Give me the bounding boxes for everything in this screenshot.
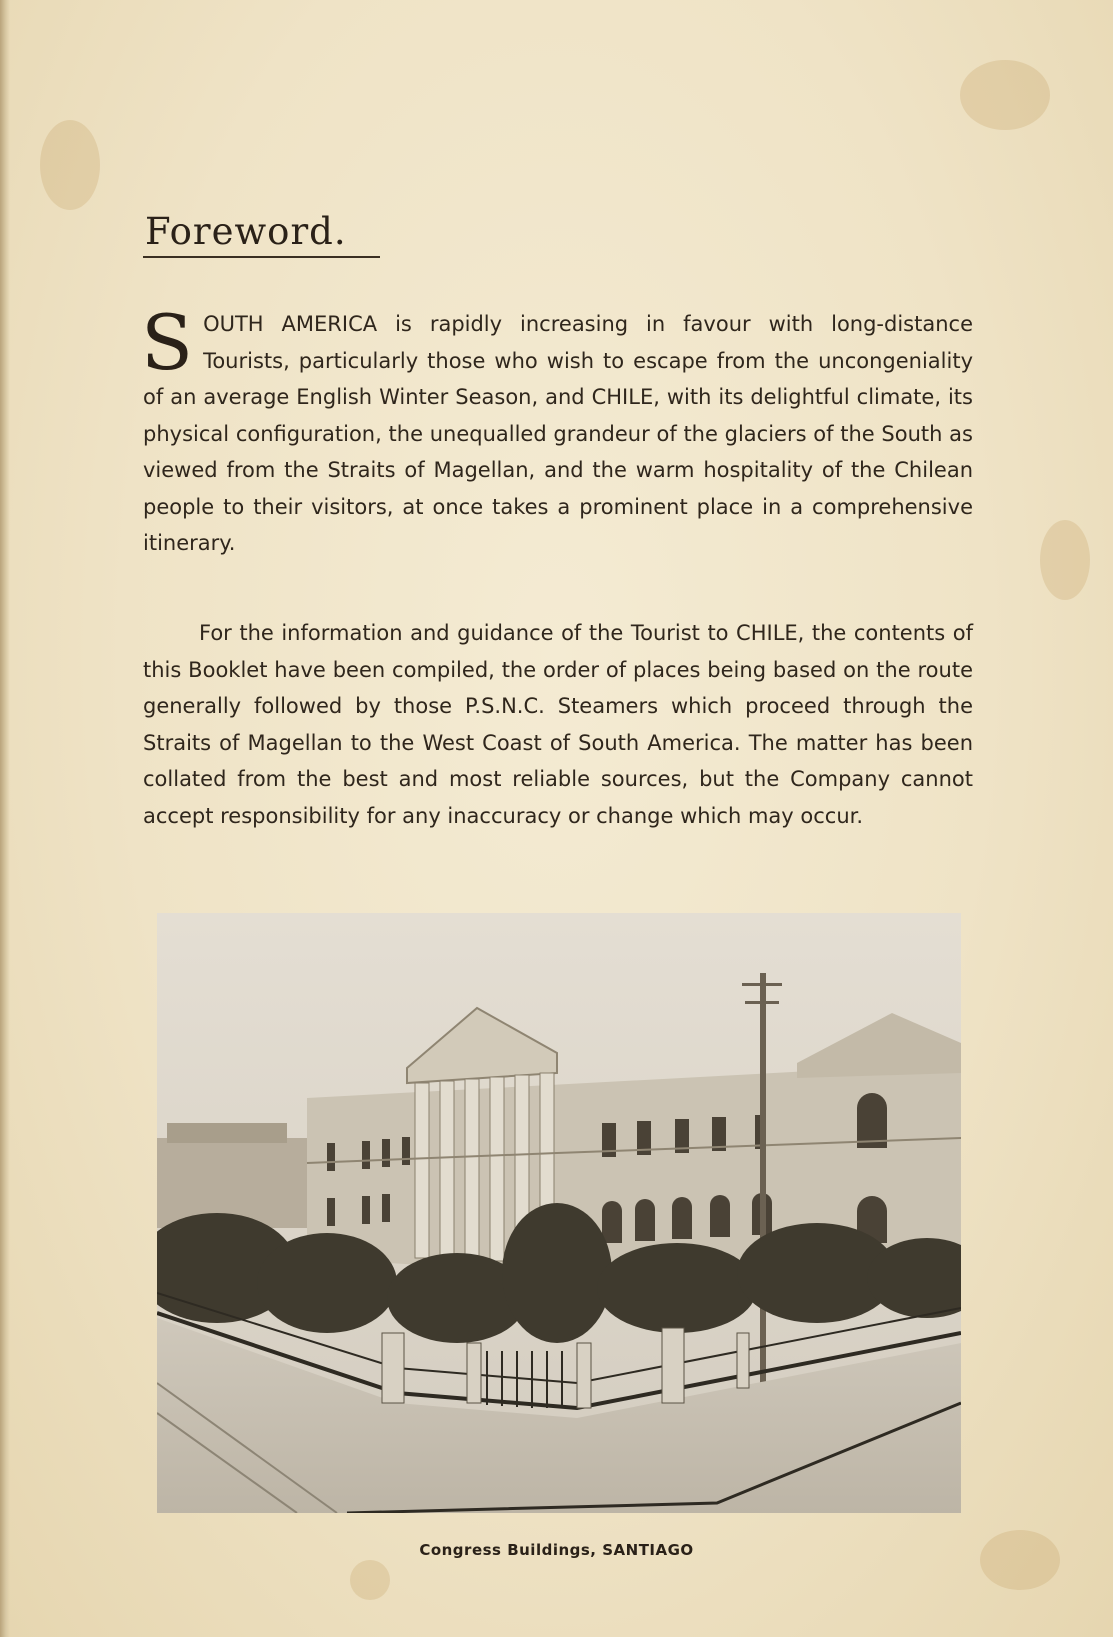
- paper-stain: [1040, 520, 1090, 600]
- paper-stain: [960, 60, 1050, 130]
- paragraph-1: [141, 298, 973, 562]
- paper-stain: [980, 1530, 1060, 1590]
- page-spine-edge: [0, 0, 10, 1637]
- page-heading: Foreword.: [145, 210, 347, 253]
- paragraph-1-text: OUTH AMERICA is rapidly increasing in favour with long-distance Tourists, particularly those who wish to escape from the uncongeniality of an average English Winter Season, and CHILE, with its delightful climate, its physical configuration, the unequalled grandeur of the glaciers of the South as viewed from the Straits of Magellan, and the warm hospitality of the Chilean people to their visitors, at once takes a prominent place in a comprehensive itinerary.: [143, 312, 973, 555]
- photo-caption: Congress Buildings, SANTIAGO: [419, 1541, 694, 1559]
- paragraph-2: For the information and guidance of the Tourist to CHILE, the contents of this Booklet have been compiled, the order of places being based on the route generally followed by those P.S.N.C. Steamers which proceed through the Straits of Magellan to the West Coast of South America. The matter has been collated from the best and most reliable sources, but the Company cannot accept responsibility for any inaccuracy or change which may occur.: [143, 621, 973, 828]
- paper-stain: [350, 1560, 390, 1600]
- heading-underline: [143, 256, 380, 258]
- congress-buildings-photo: [157, 913, 961, 1513]
- drop-cap: S: [141, 298, 194, 387]
- paper-stain: [40, 120, 100, 210]
- photo-illustration: [157, 913, 961, 1513]
